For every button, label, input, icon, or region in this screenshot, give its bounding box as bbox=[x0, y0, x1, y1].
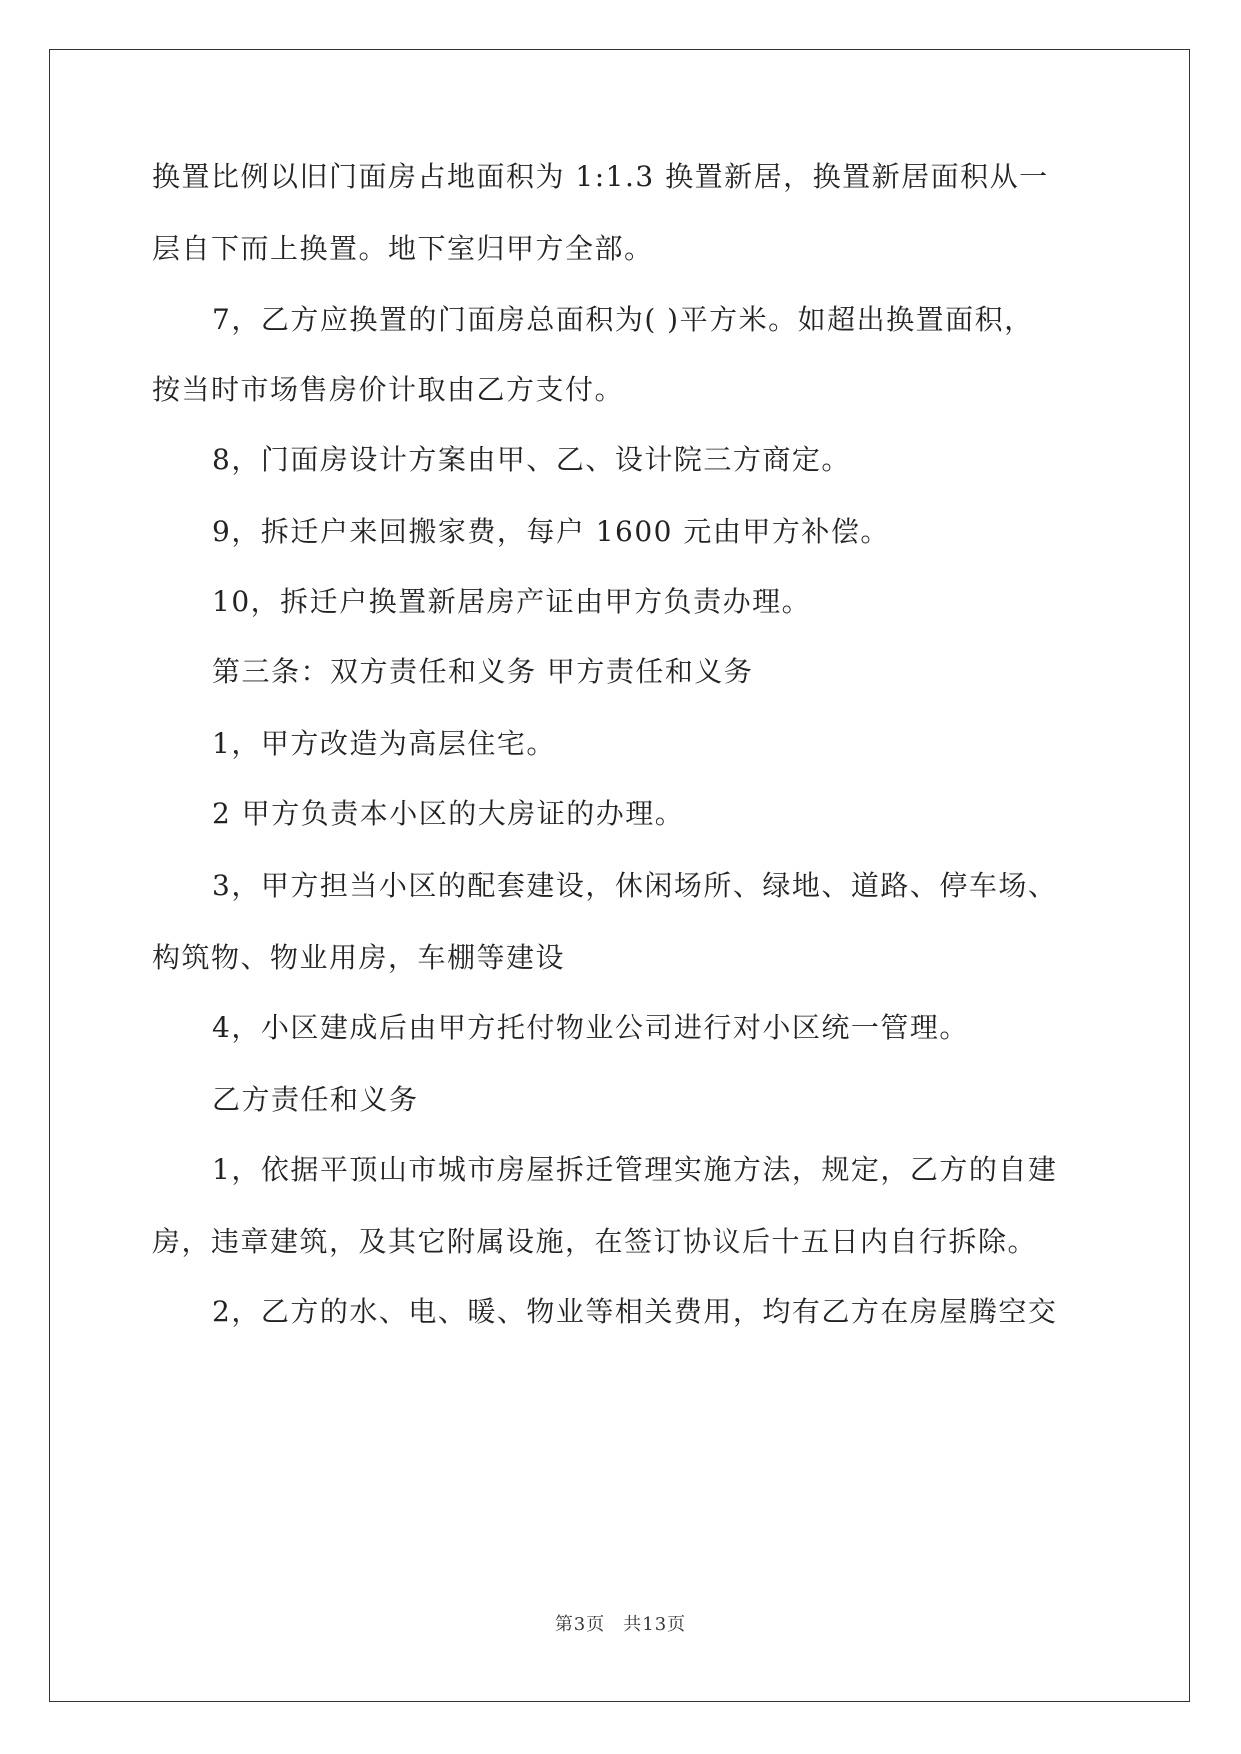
paragraph-line: 层自下而上换置。地下室归甲方全部。 bbox=[152, 232, 654, 265]
paragraph-line: 10，拆迁户换置新居房产证由甲方负责办理。 bbox=[212, 585, 812, 618]
paragraph-line: 7，乙方应换置的门面房总面积为( )平方米。如超出换置面积， bbox=[212, 303, 1034, 336]
paragraph-line: 8，门面房设计方案由甲、乙、设计院三方商定。 bbox=[212, 443, 851, 476]
paragraph-line: 按当时市场售房价计取由乙方支付。 bbox=[152, 373, 625, 406]
paragraph-line: 9，拆迁户来回搬家费，每户 1600 元由甲方补偿。 bbox=[212, 515, 890, 548]
paragraph-line: 4，小区建成后由甲方托付物业公司进行对小区统一管理。 bbox=[212, 1011, 969, 1044]
paragraph-line: 2 甲方负责本小区的大房证的办理。 bbox=[212, 797, 685, 830]
paragraph-line: 1，依据平顶山市城市房屋拆迁管理实施方法，规定，乙方的自建 bbox=[212, 1153, 1058, 1186]
paragraph-line: 房，违章建筑，及其它附属设施，在签订协议后十五日内自行拆除。 bbox=[152, 1225, 1038, 1258]
paragraph-line: 3，甲方担当小区的配套建设，休闲场所、绿地、道路、停车场、 bbox=[212, 869, 1058, 902]
paragraph-line: 2，乙方的水、电、暖、物业等相关费用，均有乙方在房屋腾空交 bbox=[212, 1295, 1058, 1328]
section-heading: 乙方责任和义务 bbox=[212, 1083, 419, 1116]
page-number-total: 共13页 bbox=[623, 1614, 687, 1635]
page-footer bbox=[0, 1610, 1241, 1636]
paragraph-line: 1，甲方改造为高层住宅。 bbox=[212, 727, 556, 760]
page-number-current: 第3页 bbox=[554, 1614, 606, 1635]
paragraph-line: 构筑物、物业用房，车棚等建设 bbox=[152, 941, 566, 974]
paragraph-line: 换置比例以旧门面房占地面积为 1:1.3 换置新居，换置新居面积从一 bbox=[152, 160, 1049, 193]
section-heading: 第三条：双方责任和义务 甲方责任和义务 bbox=[212, 655, 754, 688]
